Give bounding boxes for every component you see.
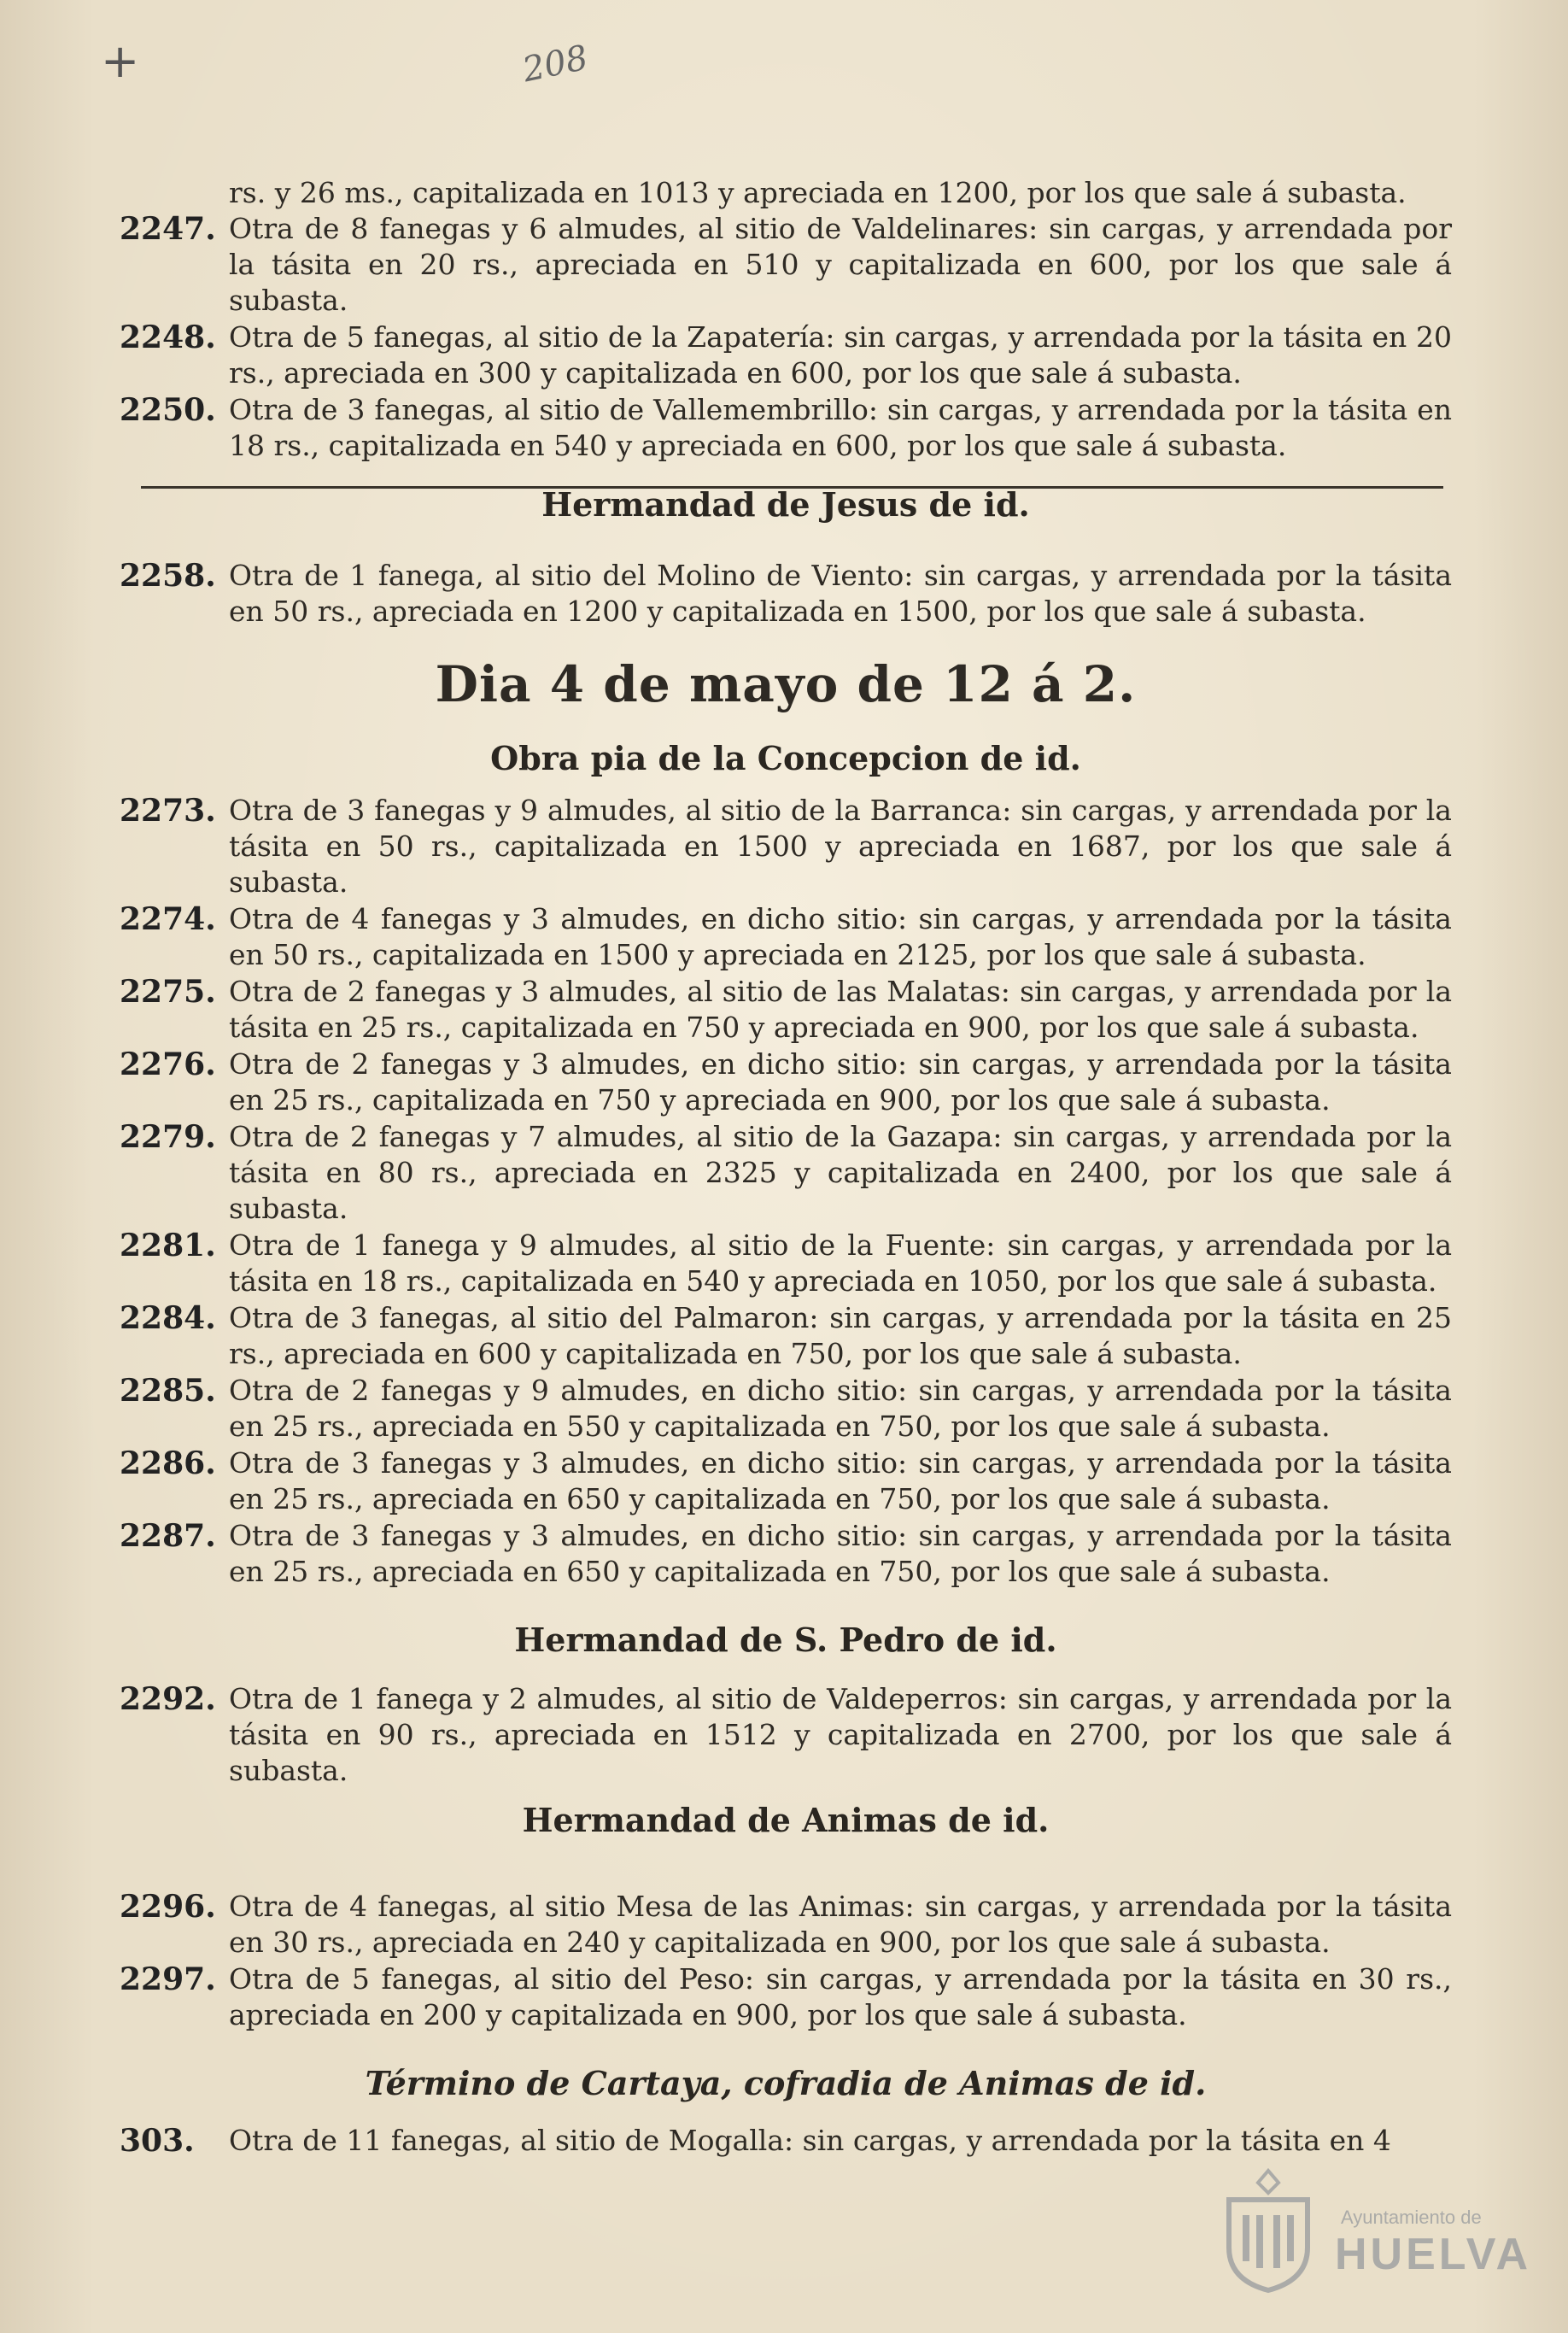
entry-text: Otra de 3 fanegas, al sitio del Palmaron: sin cargas, y arrendada por la tásita en 25 rs., apreciada en 600 y capitalizada en 750, por los que sale á subasta. [229,1301,1452,1370]
entry-text: Otra de 11 fanegas, al sitio de Mogalla: sin cargas, y arrendada por la tásita en 4 [229,2124,1391,2157]
entry-number: 2279. [120,1119,216,1155]
entry-item [120,1119,1452,1227]
entry-number: 2276. [120,1046,216,1082]
entry-number: 2250. [120,392,216,428]
entry-list [120,211,1452,464]
entry-item [120,392,1452,464]
entry-item [120,558,1452,630]
entry-item [120,1373,1452,1445]
section-heading-animas: Hermandad de Animas de id. [522,1801,1050,1839]
entry-item [120,793,1452,900]
entry-text: Otra de 5 fanegas, al sitio de la Zapatería: sin cargas, y arrendada por la tásita en 20 rs., apreciada en 300 y capitalizada en 600, por los que sale á subasta. [229,320,1452,390]
entry-list [120,1889,1452,2033]
entry-number: 2248. [120,319,216,355]
coat-of-arms-icon [1217,2166,1319,2294]
entry-text: Otra de 4 fanegas, al sitio Mesa de las Animas: sin cargas, y arrendada por la tásita en 30 rs., apreciada en 240 y capitalizada en 900, por los que sale á subasta. [229,1890,1452,1959]
entry-item [120,211,1452,319]
entry-text: Otra de 4 fanegas y 3 almudes, en dicho sitio: sin cargas, y arrendada por la tásita en 50 rs., capitalizada en 1500 y apreciada en 2125, por los que sale á subasta. [229,902,1452,971]
ayuntamiento-huelva-watermark [1213,2166,1532,2294]
handwritten-plus-mark: + [101,34,140,88]
entry-text: Otra de 3 fanegas y 9 almudes, al sitio de la Barranca: sin cargas, y arrendada por la tásita en 50 rs., capitalizada en 1500 y apreciada en 1687, por los que sale á subasta. [229,794,1452,899]
section-heading-cartaya: Término de Cartaya, cofradia de Animas de id. [365,2064,1207,2102]
entry-number: 2281. [120,1228,216,1263]
entry-item [120,319,1452,391]
entry-item [120,1518,1452,1590]
entry-number: 2273. [120,793,216,829]
entry-number: 2258. [120,558,216,594]
entry-text: Otra de 1 fanega y 2 almudes, al sitio de Valdeperros: sin cargas, y arrendada por la tásita en 90 rs., apreciada en 1512 y capitalizada en 2700, por los que sale á subasta. [229,1682,1452,1787]
entry-number: 2292. [120,1681,216,1717]
entry-number: 2287. [120,1518,216,1554]
entry-item [120,1445,1452,1517]
document-body [120,175,1452,2160]
entry-item [120,2123,1452,2159]
entry-text: Otra de 2 fanegas y 7 almudes, al sitio de la Gazapa: sin cargas, y arrendada por la tásita en 80 rs., apreciada en 2325 y capitalizada en 2400, por los que sale á subasta. [229,1120,1452,1225]
entry-list [120,1681,1452,1789]
handwritten-folio-number: 208 [519,38,592,91]
entry-number: 303. [120,2123,195,2159]
entry-item [120,901,1452,973]
entry-number: 2297. [120,1961,216,1997]
entry-text: Otra de 2 fanegas y 3 almudes, en dicho sitio: sin cargas, y arrendada por la tásita en 25 rs., capitalizada en 750 y apreciada en 900, por los que sale á subasta. [229,1047,1452,1117]
entry-list [120,793,1452,1590]
entry-text: Otra de 1 fanega y 9 almudes, al sitio de la Fuente: sin cargas, y arrendada por la tásita en 18 rs., capitalizada en 540 y apreciada en 1050, por los que sale á subasta. [229,1228,1452,1298]
entry-number: 2247. [120,211,216,247]
entry-item [120,1300,1452,1372]
entry-item [120,1046,1452,1118]
entry-item [120,1889,1452,1961]
entry-text: Otra de 3 fanegas, al sitio de Vallemembrillo: sin cargas, y arrendada por la tásita en 18 rs., capitalizada en 540 y apreciada en 600, por los que sale á subasta. [229,393,1452,462]
entry-number: 2284. [120,1300,216,1336]
entry-number: 2275. [120,974,216,1010]
entry-number: 2286. [120,1445,216,1481]
entry-item [120,974,1452,1046]
entry-item [120,1228,1452,1299]
continuation-line: rs. y 26 ms., capitalizada en 1013 y apreciada en 1200, por los que sale á subasta. [229,176,1407,209]
section-heading-jesus: Hermandad de Jesus de id. [541,485,1030,524]
entry-item [120,1961,1452,2033]
entry-text: Otra de 5 fanegas, al sitio del Peso: sin cargas, y arrendada por la tásita en 30 rs., apreciada en 200 y capitalizada en 900, por los que sale á subasta. [229,1962,1452,2031]
entry-list [120,2123,1452,2159]
entry-number: 2274. [120,901,216,937]
entry-item [120,1681,1452,1789]
day-heading: Dia 4 de mayo de 12 á 2. [435,655,1137,713]
entry-number: 2285. [120,1373,216,1409]
entry-list [120,558,1452,630]
watermark-caption: Ayuntamiento de [1341,2207,1482,2228]
entry-text: Otra de 3 fanegas y 3 almudes, en dicho sitio: sin cargas, y arrendada por la tásita en 25 rs., apreciada en 650 y capitalizada en 750, por los que sale á subasta. [229,1446,1452,1515]
entry-text: Otra de 2 fanegas y 9 almudes, en dicho sitio: sin cargas, y arrendada por la tásita en 25 rs., apreciada en 550 y capitalizada en 750, por los que sale á subasta. [229,1374,1452,1443]
entry-text: Otra de 3 fanegas y 3 almudes, en dicho sitio: sin cargas, y arrendada por la tásita en 25 rs., apreciada en 650 y capitalizada en 750, por los que sale á subasta. [229,1519,1452,1588]
watermark-title: HUELVA [1335,2230,1532,2279]
section-heading-pedro: Hermandad de S. Pedro de id. [514,1621,1057,1659]
entry-text: Otra de 2 fanegas y 3 almudes, al sitio de las Malatas: sin cargas, y arrendada por la tásita en 25 rs., capitalizada en 750 y apreciada en 900, por los que sale á subasta. [229,975,1452,1044]
entry-number: 2296. [120,1889,216,1925]
section-heading-concepcion: Obra pia de la Concepcion de id. [490,739,1081,777]
entry-text: Otra de 8 fanegas y 6 almudes, al sitio de Valdelinares: sin cargas, y arrendada por la tásita en 20 rs., apreciada en 510 y capitalizada en 600, por los que sale á subasta. [229,212,1452,317]
entry-text: Otra de 1 fanega, al sitio del Molino de Viento: sin cargas, y arrendada por la tásita en 50 rs., apreciada en 1200 y capitalizada en 1500, por los que sale á subasta. [229,559,1452,628]
